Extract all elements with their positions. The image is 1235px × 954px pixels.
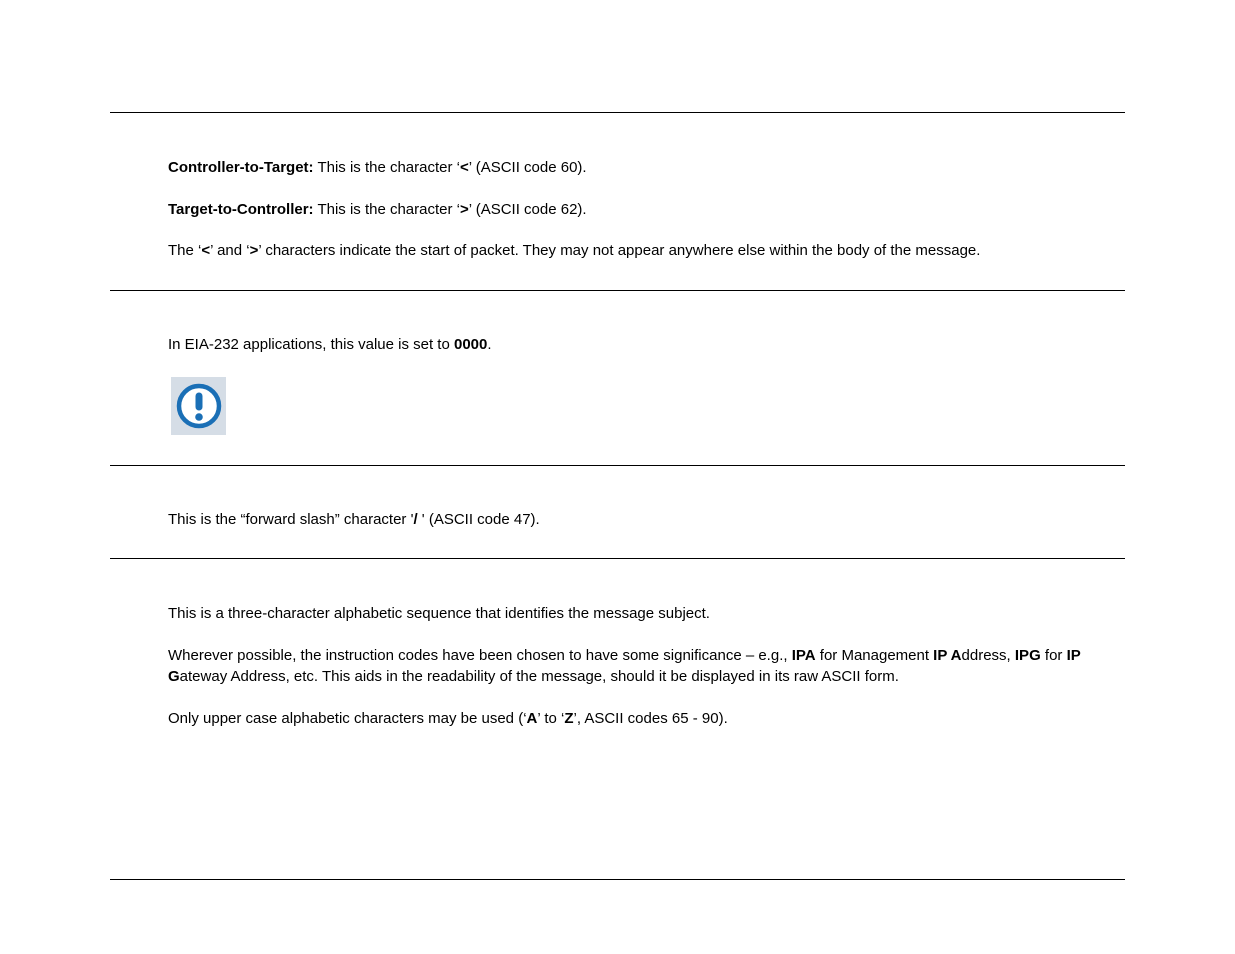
exclamation-circle-icon [171,377,226,435]
separator-paragraph [168,509,540,530]
text-span: ' (ASCII code 47). [417,511,540,528]
text-span: for [1040,647,1067,664]
text-span: ’ to ‘ [537,710,565,727]
code-ipa: IPA [791,647,816,664]
code-ip-a: IP A [933,647,962,664]
start-of-packet-paragraph [168,240,980,261]
text-span: In EIA-232 applications, this value is set to [168,336,454,353]
controller-to-target-label: Controller-to-Target: [168,159,314,176]
text-span: Only upper case alphabetic characters may be used (‘ [168,710,527,727]
text-span: This is the “forward slash” character ' [168,511,414,528]
uppercase-only-paragraph [168,708,728,729]
code-ipg: IPG [1014,647,1041,664]
instruction-code-significance [168,645,1125,687]
char-greater-than: > [460,201,469,218]
target-to-controller-label: Target-to-Controller: [168,201,314,218]
text-span: Wherever possible, the instruction codes have been chosen to have some significance – e.g., [168,647,792,664]
divider-top [110,112,1125,113]
text-span: ateway Address, etc. This aids in the readability of the message, should it be displayed in its raw ASCII form. [179,668,899,685]
divider-3 [110,465,1125,466]
code-ip-g: IP G [168,647,1081,685]
address-value: 0000 [454,336,488,353]
char-forward-slash: / [413,511,418,528]
instruction-code-intro: This is a three-character alphabetic sequence that identifies the message subject. [168,605,710,622]
char-greater-than: > [249,242,259,259]
text-span: The ‘ [168,242,202,259]
exclamation-circle-icon-svg [175,382,223,430]
controller-to-target-paragraph [168,157,587,178]
text-span: ’ (ASCII code 60). [468,159,587,176]
text-span: ddress, [961,647,1015,664]
text-span: . [487,336,492,353]
text-span: ’ (ASCII code 62). [468,201,587,218]
text-span: This is the character ‘ [313,201,460,218]
target-to-controller-paragraph [168,199,587,220]
divider-2 [110,290,1125,291]
char-a: A [526,710,538,727]
text-span: ’ characters indicate the start of packet. They may not appear anywhere else within the body of the message. [258,242,981,259]
text-span: This is the character ‘ [313,159,460,176]
char-less-than: < [460,159,469,176]
text-span: for Management [815,647,934,664]
char-z: Z [564,710,574,727]
char-less-than: < [201,242,211,259]
divider-bottom [110,879,1125,880]
address-paragraph [168,334,492,355]
divider-4 [110,558,1125,559]
text-span: ’, ASCII codes 65 - 90). [573,710,728,727]
text-span: ’ and ‘ [210,242,250,259]
